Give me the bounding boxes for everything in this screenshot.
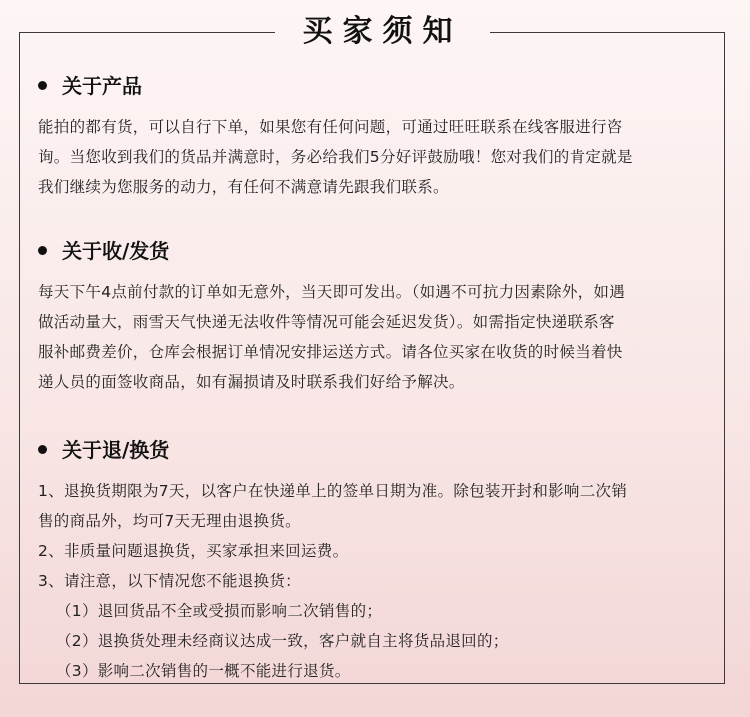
body-line: 每天下午4点前付款的订单如无意外，当天即可发出。（如遇不可抗力因素除外，如遇 <box>38 283 626 301</box>
page-title: 买家须知 <box>302 14 463 49</box>
section-body-product <box>38 112 718 202</box>
bullet-icon <box>38 81 47 90</box>
body-line: （2）退换货处理未经商议达成一致，客户就自主将货品退回的； <box>56 632 509 650</box>
section-heading-label: 关于产品 <box>62 74 142 98</box>
body-line: 递人员的面签收商品，如有漏损请及时联系我们好给予解决。 <box>38 373 465 391</box>
section-heading-shipping <box>38 237 169 265</box>
frame-top-right-line <box>490 32 725 33</box>
bullet-icon <box>38 445 47 454</box>
body-line: 2、非质量问题退换货，买家承担来回运费。 <box>38 542 349 560</box>
body-line: 3、请注意，以下情况您不能退换货： <box>38 572 301 590</box>
section-heading-returns <box>38 436 169 464</box>
body-line: 1、退换货期限为7天，以客户在快递单上的签单日期为准。除包装开封和影响二次销 <box>38 482 628 500</box>
body-line: 售的商品外，均可7天无理由退换货。 <box>38 512 301 530</box>
frame-top-left-line <box>19 32 275 33</box>
section-body-shipping <box>38 277 718 397</box>
body-line: 能拍的都有货，可以自行下单，如果您有任何问题，可通过旺旺联系在线客服进行咨 <box>38 118 623 136</box>
body-line: （3）影响二次销售的一概不能进行退货。 <box>56 662 351 680</box>
body-line: 我们继续为您服务的动力，有任何不满意请先跟我们联系。 <box>38 178 449 196</box>
section-heading-label: 关于收/发货 <box>62 239 170 263</box>
section-heading-label: 关于退/换货 <box>62 438 170 462</box>
body-line: （1）退回货品不全或受损而影响二次销售的； <box>56 602 383 620</box>
section-body-returns <box>38 476 718 686</box>
body-line: 询。当您收到我们的货品并满意时，务必给我们5分好评鼓励哦！您对我们的肯定就是 <box>38 148 633 166</box>
body-line: 服补邮费差价，仓库会根据订单情况安排运送方式。请各位买家在收货的时候当着快 <box>38 343 623 361</box>
bullet-icon <box>38 246 47 255</box>
body-line: 做活动量大，雨雪天气快递无法收件等情况可能会延迟发货）。如需指定快递联系客 <box>38 313 615 331</box>
section-heading-product <box>38 72 142 100</box>
